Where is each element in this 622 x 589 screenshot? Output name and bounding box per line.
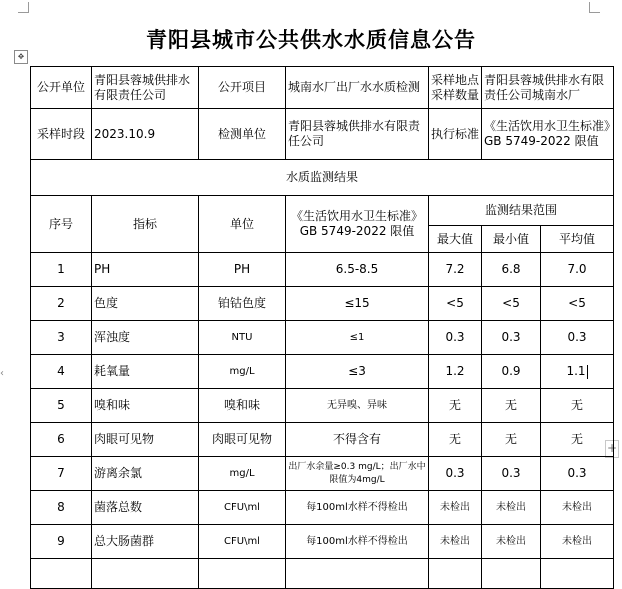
add-column-icon[interactable]: + (605, 440, 619, 458)
row-avg[interactable]: 未检出 (541, 525, 614, 559)
row-avg[interactable]: 无 (541, 423, 614, 457)
page-corner-mark-left (18, 2, 29, 13)
header-row-1 (31, 196, 614, 226)
label-test-unit: 检测单位 (199, 109, 286, 160)
table-row (31, 423, 614, 457)
page-title: 青阳县城市公共供水水质信息公告 (146, 28, 476, 52)
row-min[interactable]: 无 (482, 389, 541, 423)
row-limit[interactable]: ≤3 (286, 355, 429, 389)
row-avg[interactable]: 未检出 (541, 491, 614, 525)
row-unit[interactable]: NTU (199, 321, 286, 355)
margin-marker-icon: ‹ (0, 368, 4, 379)
row-max[interactable]: 未检出 (429, 525, 482, 559)
table-row (31, 525, 614, 559)
row-avg-editing[interactable] (541, 355, 614, 389)
row-avg[interactable]: 无 (541, 389, 614, 423)
info-row-1 (31, 67, 614, 109)
empty-cell[interactable] (92, 559, 199, 589)
row-limit[interactable]: 出厂水余量≥0.3 mg/L；出厂水中限值为4mg/L (286, 457, 429, 491)
row-max[interactable]: 无 (429, 389, 482, 423)
row-min[interactable]: 0.3 (482, 457, 541, 491)
row-max[interactable]: <5 (429, 287, 482, 321)
public-unit-value[interactable]: 青阳县蓉城供排水有限责任公司 (92, 67, 199, 109)
row-seq[interactable]: 7 (31, 457, 92, 491)
table-row (31, 457, 614, 491)
row-limit[interactable]: ≤15 (286, 287, 429, 321)
row-min[interactable]: <5 (482, 287, 541, 321)
info-row-2 (31, 109, 614, 160)
empty-cell[interactable] (286, 559, 429, 589)
table-row (31, 491, 614, 525)
row-max[interactable]: 0.3 (429, 457, 482, 491)
empty-cell[interactable] (199, 559, 286, 589)
test-unit-value[interactable]: 青阳县蓉城供排水有限责任公司 (286, 109, 429, 160)
row-indicator[interactable]: PH (92, 253, 199, 287)
table-row (31, 389, 614, 423)
row-unit[interactable]: mg/L (199, 355, 286, 389)
label-public-unit: 公开单位 (31, 67, 92, 109)
header-indicator: 指标 (92, 196, 199, 253)
text-cursor (587, 365, 588, 379)
row-indicator[interactable]: 浑浊度 (92, 321, 199, 355)
row-limit[interactable]: ≤1 (286, 321, 429, 355)
label-sampling-location: 采样地点采样数量 (429, 67, 482, 109)
row-indicator[interactable]: 耗氧量 (92, 355, 199, 389)
table-row (31, 321, 614, 355)
row-avg[interactable]: 1.1 (566, 364, 586, 378)
row-indicator[interactable]: 总大肠菌群 (92, 525, 199, 559)
row-indicator[interactable]: 菌落总数 (92, 491, 199, 525)
row-seq[interactable]: 1 (31, 253, 92, 287)
row-limit[interactable]: 不得含有 (286, 423, 429, 457)
table-move-handle-icon[interactable]: ✥ (14, 50, 28, 64)
header-min: 最小值 (482, 226, 541, 253)
row-unit[interactable]: CFU\ml (199, 491, 286, 525)
empty-cell[interactable] (541, 559, 614, 589)
public-project-value[interactable]: 城南水厂出厂水水质检测 (286, 67, 429, 109)
sampling-time-value[interactable]: 2023.10.9 (92, 109, 199, 160)
sampling-location-value[interactable]: 青阳县蓉城供排水有限责任公司城南水厂 (482, 67, 614, 109)
row-avg[interactable]: 0.3 (541, 457, 614, 491)
row-seq[interactable]: 9 (31, 525, 92, 559)
row-seq[interactable]: 6 (31, 423, 92, 457)
header-avg: 平均值 (541, 226, 614, 253)
row-indicator[interactable]: 游离余氯 (92, 457, 199, 491)
row-max[interactable]: 0.3 (429, 321, 482, 355)
table-row-empty (31, 559, 614, 589)
row-unit[interactable]: 嗅和味 (199, 389, 286, 423)
row-limit[interactable]: 无异嗅、异味 (286, 389, 429, 423)
section-title-row (31, 160, 614, 196)
row-min[interactable]: 无 (482, 423, 541, 457)
row-max[interactable]: 7.2 (429, 253, 482, 287)
header-limit: 《生活饮用水卫生标准》GB 5749-2022 限值 (286, 196, 429, 253)
row-seq[interactable]: 4 (31, 355, 92, 389)
row-min[interactable]: 未检出 (482, 491, 541, 525)
row-max[interactable]: 未检出 (429, 491, 482, 525)
row-unit[interactable]: PH (199, 253, 286, 287)
row-indicator[interactable]: 嗅和味 (92, 389, 199, 423)
table-row (31, 253, 614, 287)
table-row (31, 287, 614, 321)
label-standard: 执行标准 (429, 109, 482, 160)
empty-cell[interactable] (482, 559, 541, 589)
row-max[interactable]: 1.2 (429, 355, 482, 389)
empty-cell[interactable] (31, 559, 92, 589)
table-row (31, 355, 614, 389)
header-unit: 单位 (199, 196, 286, 253)
row-limit[interactable]: 每100ml水样不得检出 (286, 525, 429, 559)
row-unit[interactable]: mg/L (199, 457, 286, 491)
row-avg[interactable]: <5 (541, 287, 614, 321)
header-max: 最大值 (429, 226, 482, 253)
header-range: 监测结果范围 (429, 196, 614, 226)
row-seq[interactable]: 5 (31, 389, 92, 423)
section-title: 水质监测结果 (31, 160, 614, 196)
row-min[interactable]: 0.9 (482, 355, 541, 389)
row-limit[interactable]: 每100ml水样不得检出 (286, 491, 429, 525)
row-min[interactable]: 未检出 (482, 525, 541, 559)
row-unit[interactable]: CFU\ml (199, 525, 286, 559)
label-sampling-time: 采样时段 (31, 109, 92, 160)
row-unit[interactable]: 肉眼可见物 (199, 423, 286, 457)
row-avg[interactable]: 0.3 (541, 321, 614, 355)
row-seq[interactable]: 8 (31, 491, 92, 525)
row-seq[interactable]: 3 (31, 321, 92, 355)
empty-cell[interactable] (429, 559, 482, 589)
row-min[interactable]: 0.3 (482, 321, 541, 355)
page-corner-mark-right (589, 2, 600, 13)
row-unit[interactable]: 铂钴色度 (199, 287, 286, 321)
row-seq[interactable]: 2 (31, 287, 92, 321)
water-quality-table (30, 66, 614, 589)
row-max[interactable]: 无 (429, 423, 482, 457)
row-indicator[interactable]: 色度 (92, 287, 199, 321)
row-min[interactable]: 6.8 (482, 253, 541, 287)
row-avg[interactable]: 7.0 (541, 253, 614, 287)
header-seq: 序号 (31, 196, 92, 253)
row-limit[interactable]: 6.5-8.5 (286, 253, 429, 287)
label-public-project: 公开项目 (199, 67, 286, 109)
row-indicator[interactable]: 肉眼可见物 (92, 423, 199, 457)
standard-value[interactable]: 《生活饮用水卫生标准》GB 5749-2022 限值 (482, 109, 614, 160)
